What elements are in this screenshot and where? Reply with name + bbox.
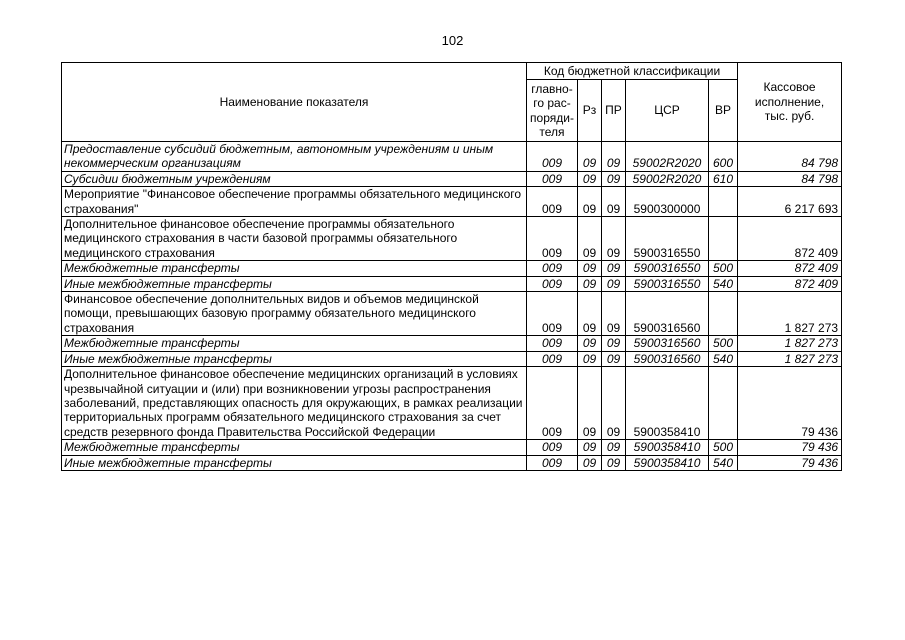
cell-csr: 59002R2020 xyxy=(626,142,709,172)
cell-pr: 09 xyxy=(602,261,626,276)
cell-vr: 500 xyxy=(709,336,738,351)
cell-vr: 500 xyxy=(709,440,738,455)
cell-name: Предоставление субсидий бюджетным, автономным учреждениям и иным некоммерческим организациям xyxy=(62,142,527,172)
cell-csr: 5900316560 xyxy=(626,336,709,351)
cell-csr: 5900316560 xyxy=(626,351,709,366)
cell-vr: 500 xyxy=(709,261,738,276)
table-row xyxy=(62,171,842,186)
header-name: Наименование показателя xyxy=(62,63,527,142)
cell-gr: 009 xyxy=(527,187,578,217)
header-csr: ЦСР xyxy=(626,80,709,142)
cell-amount: 872 409 xyxy=(738,261,842,276)
cell-gr: 009 xyxy=(527,171,578,186)
cell-csr: 5900300000 xyxy=(626,187,709,217)
cell-csr: 59002R2020 xyxy=(626,171,709,186)
cell-amount: 872 409 xyxy=(738,217,842,261)
cell-vr: 610 xyxy=(709,171,738,186)
cell-amount: 1 827 273 xyxy=(738,336,842,351)
cell-vr: 540 xyxy=(709,276,738,291)
page-number: 102 xyxy=(441,33,464,48)
cell-vr: 540 xyxy=(709,351,738,366)
cell-name: Иные межбюджетные трансферты xyxy=(62,455,527,470)
cell-rz: 09 xyxy=(578,261,602,276)
cell-name: Иные межбюджетные трансферты xyxy=(62,351,527,366)
cell-rz: 09 xyxy=(578,276,602,291)
cell-pr: 09 xyxy=(602,367,626,440)
header-vr: ВР xyxy=(709,80,738,142)
cell-amount: 79 436 xyxy=(738,455,842,470)
cell-amount: 84 798 xyxy=(738,142,842,172)
cell-pr: 09 xyxy=(602,336,626,351)
cell-pr: 09 xyxy=(602,440,626,455)
cell-amount: 1 827 273 xyxy=(738,351,842,366)
table-row xyxy=(62,440,842,455)
cell-name: Иные межбюджетные трансферты xyxy=(62,276,527,291)
cell-vr xyxy=(709,292,738,336)
cell-name: Межбюджетные трансферты xyxy=(62,336,527,351)
header-rz: Рз xyxy=(578,80,602,142)
cell-pr: 09 xyxy=(602,292,626,336)
cell-gr: 009 xyxy=(527,292,578,336)
cell-pr: 09 xyxy=(602,217,626,261)
cell-gr: 009 xyxy=(527,142,578,172)
table-row xyxy=(62,187,842,217)
cell-name: Дополнительное финансовое обеспечение медицинских организаций в условиях чрезвычайной ситуации и (или) при возникновении угрозы распространения заболеваний, представляющих опасность для окружающих, в рамках реализации территориальных программ обязательного медицинского страхования за счет средств резервного фонда Правительства Российской Федерации xyxy=(62,367,527,440)
table-row xyxy=(62,217,842,261)
table-body xyxy=(62,142,842,471)
cell-csr: 5900316560 xyxy=(626,292,709,336)
cell-name: Дополнительное финансовое обеспечение программы обязательного медицинского страхования в части базовой программы обязательного медицинского страхования xyxy=(62,217,527,261)
cell-pr: 09 xyxy=(602,276,626,291)
cell-gr: 009 xyxy=(527,455,578,470)
cell-gr: 009 xyxy=(527,276,578,291)
header-code-group: Код бюджетной классификации xyxy=(527,63,738,80)
cell-rz: 09 xyxy=(578,187,602,217)
cell-vr xyxy=(709,217,738,261)
cell-pr: 09 xyxy=(602,187,626,217)
cell-gr: 009 xyxy=(527,336,578,351)
cell-pr: 09 xyxy=(602,171,626,186)
cell-csr: 5900358410 xyxy=(626,367,709,440)
cell-rz: 09 xyxy=(578,351,602,366)
table-row xyxy=(62,276,842,291)
cell-vr: 600 xyxy=(709,142,738,172)
table-row xyxy=(62,351,842,366)
header-amount: Кассовое исполнение, тыс. руб. xyxy=(738,63,842,142)
cell-gr: 009 xyxy=(527,261,578,276)
cell-amount: 79 436 xyxy=(738,440,842,455)
table-row xyxy=(62,455,842,470)
cell-rz: 09 xyxy=(578,336,602,351)
cell-csr: 5900316550 xyxy=(626,276,709,291)
cell-gr: 009 xyxy=(527,217,578,261)
table-row xyxy=(62,261,842,276)
cell-rz: 09 xyxy=(578,367,602,440)
cell-pr: 09 xyxy=(602,455,626,470)
cell-pr: 09 xyxy=(602,142,626,172)
table-row xyxy=(62,367,842,440)
cell-csr: 5900316550 xyxy=(626,261,709,276)
cell-csr: 5900316550 xyxy=(626,217,709,261)
cell-vr xyxy=(709,367,738,440)
cell-gr: 009 xyxy=(527,440,578,455)
cell-amount: 1 827 273 xyxy=(738,292,842,336)
cell-amount: 6 217 693 xyxy=(738,187,842,217)
cell-name: Финансовое обеспечение дополнительных видов и объемов медицинской помощи, превышающих базовую программу обязательного медицинского страхования xyxy=(62,292,527,336)
cell-name: Межбюджетные трансферты xyxy=(62,261,527,276)
cell-rz: 09 xyxy=(578,142,602,172)
cell-gr: 009 xyxy=(527,351,578,366)
cell-rz: 09 xyxy=(578,440,602,455)
table-row xyxy=(62,292,842,336)
cell-rz: 09 xyxy=(578,217,602,261)
cell-amount: 84 798 xyxy=(738,171,842,186)
cell-rz: 09 xyxy=(578,455,602,470)
table-row xyxy=(62,142,842,172)
header-pr: ПР xyxy=(602,80,626,142)
cell-pr: 09 xyxy=(602,351,626,366)
table-row xyxy=(62,336,842,351)
cell-vr xyxy=(709,187,738,217)
cell-csr: 5900358410 xyxy=(626,455,709,470)
cell-amount: 872 409 xyxy=(738,276,842,291)
header-gr: главно-го рас-поряди-теля xyxy=(527,80,578,142)
cell-amount: 79 436 xyxy=(738,367,842,440)
cell-name: Межбюджетные трансферты xyxy=(62,440,527,455)
cell-rz: 09 xyxy=(578,171,602,186)
cell-name: Субсидии бюджетным учреждениям xyxy=(62,171,527,186)
cell-csr: 5900358410 xyxy=(626,440,709,455)
cell-rz: 09 xyxy=(578,292,602,336)
cell-gr: 009 xyxy=(527,367,578,440)
cell-vr: 540 xyxy=(709,455,738,470)
budget-table xyxy=(61,62,842,471)
cell-name: Мероприятие "Финансовое обеспечение программы обязательного медицинского страхования" xyxy=(62,187,527,217)
